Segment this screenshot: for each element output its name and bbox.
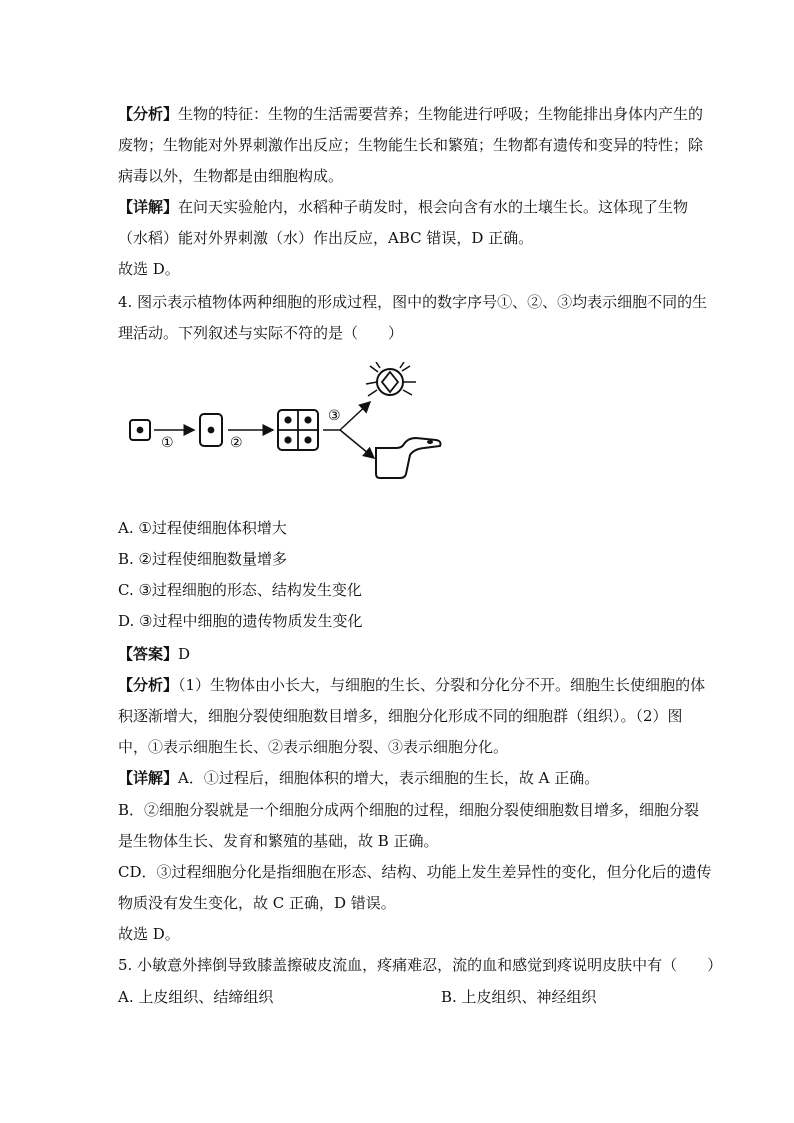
question-4-option-b: B. ②过程使细胞数量增多 [118,550,288,568]
cell-formation-diagram [118,362,458,492]
question-4-option-a: A. ①过程使细胞体积增大 [118,519,287,537]
question-5-option-b: B. 上皮组织、神经组织 [441,988,597,1006]
question-4-option-c: C. ③过程细胞的形态、结构发生变化 [118,581,362,599]
step-1-label: ① [161,435,174,451]
analysis-1-line-2: 废物；生物能对外界刺激作出反应；生物能生长和繁殖；生物都有遗传和变异的特性；除 [118,136,704,154]
question-4-analysis-line-1: 【分析】（1）生物体由小长大，与细胞的生长、分裂和分化分不开。细胞生长使细胞的体 [118,676,706,694]
question-4-conclusion: 故选 D。 [118,925,180,943]
question-4-detail-line-1: 【详解】A．①过程后，细胞体积的增大，表示细胞的生长，故 A 正确。 [118,769,600,787]
divided-cells [278,410,318,450]
question-4-detail-line-4: CD．③过程细胞分化是指细胞在形态、结构、功能上发生差异性的变化，但分化后的遗传 [118,863,712,881]
step-3-label: ③ [328,408,341,424]
question-5-stem: 5. 小敏意外摔倒导致膝盖擦破皮流血，疼痛难忍，流的血和感觉到疼说明皮肤中有（ ） [118,956,723,974]
question-4-answer: 【答案】D [118,645,191,663]
detail-tag: 【详解】 [118,198,179,216]
question-4-analysis-line-3: 中，①表示细胞生长、②表示细胞分裂、③表示细胞分化。 [118,738,509,756]
question-4-option-d: D. ③过程中细胞的遗传物质发生变化 [118,612,363,630]
differentiated-cell-round [366,362,416,396]
question-4-detail-line-5: 物质没有发生变化，故 C 正确，D 错误。 [118,894,396,912]
question-4-stem-line-2: 理活动。下列叙述与实际不符的是（ ） [118,324,404,342]
detail-1-line-1: 【详解】在问天实验舱内，水稻种子萌发时，根会向含有水的土壤生长。这体现了生物 [118,198,689,216]
question-5-option-a: A. 上皮组织、结缔组织 [118,988,274,1006]
analysis-1-line-3: 病毒以外，生物都是由细胞构成。 [118,167,344,185]
analysis-1-line-1: 【分析】生物的特征：生物的生活需要营养；生物能进行呼吸；生物能排出身体内产生的 [118,105,704,123]
step-2-label: ② [230,435,243,451]
question-4-analysis-line-2: 积逐渐增大，细胞分裂使细胞数目增多，细胞分化形成不同的细胞群（组织）。（2）图 [118,707,683,725]
single-cell [130,420,150,440]
grown-cell [200,414,222,446]
analysis-tag: 【分析】 [118,105,179,123]
detail-1-line-2: （水稻）能对外界刺激（水）作出反应，ABC 错误，D 正确。 [118,229,534,247]
differentiated-cell-elongated [376,438,441,478]
question-4-detail-line-3: 是生物体生长、发育和繁殖的基础，故 B 正确。 [118,832,439,850]
question-4-stem-line-1: 4. 图示表示植物体两种细胞的形成过程，图中的数字序号①、②、③均表示细胞不同的生 [118,293,708,311]
conclusion-1: 故选 D。 [118,260,180,278]
question-4-detail-line-2: B．②细胞分裂就是一个细胞分成两个细胞的过程，细胞分裂使细胞数目增多，细胞分裂 [118,801,700,819]
